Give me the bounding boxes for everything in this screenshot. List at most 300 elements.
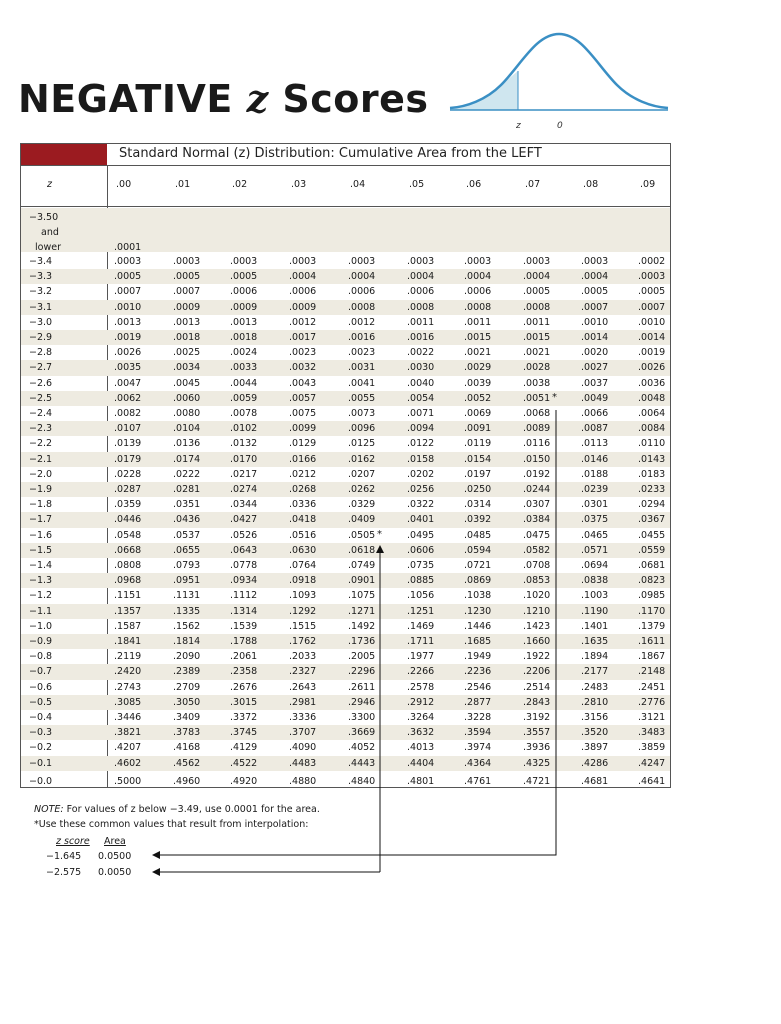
table-cell: .0035 [114, 362, 142, 374]
table-cell: .0322 [407, 499, 435, 511]
table-cell: .1788 [230, 636, 258, 647]
table-cell: .0485 [464, 529, 492, 541]
table-cell: .0007 [581, 301, 609, 313]
table-cell: .0009 [289, 301, 317, 313]
table-cell: .0003 [230, 256, 258, 267]
table-cell: .0049 [581, 392, 609, 404]
table-cell: .2810 [581, 696, 609, 708]
table-cell: .0012 [348, 316, 376, 328]
table-cell: .0026 [638, 362, 666, 374]
table-cell: .0016 [348, 332, 376, 343]
table-cell: .1151 [114, 590, 142, 602]
table-cell: .0025 [173, 347, 201, 359]
table-cell: .2266 [407, 666, 435, 678]
table-cell: .0037 [581, 377, 609, 389]
table-cell: .0239 [581, 484, 609, 495]
table-cell: .0010 [638, 316, 666, 328]
table-cell: .1401 [581, 620, 609, 632]
table-cell: .1271 [348, 605, 376, 617]
column-header: .01 [175, 179, 191, 190]
table-cell: .0244 [523, 484, 551, 495]
interp-header-area: Area [104, 836, 126, 847]
table-cell: .4364 [464, 757, 492, 769]
table-cell: .0002 [638, 256, 666, 267]
table-cell: .0559 [638, 544, 666, 556]
table-cell: .2451 [638, 681, 666, 693]
table-cell: .2420 [114, 666, 142, 678]
table-cell: .0668 [114, 544, 142, 556]
table-cell: .3821 [114, 727, 142, 739]
table-cell: .0003 [173, 256, 201, 267]
row-z-label: −2.2 [29, 438, 53, 450]
table-cell: .0329 [348, 499, 376, 511]
column-header: .03 [291, 179, 307, 190]
table-cell: .3192 [523, 712, 551, 723]
table-cell: .1335 [173, 605, 201, 617]
table-cell: .0183 [638, 468, 666, 480]
column-header: .09 [640, 179, 656, 190]
table-cell: .3409 [173, 712, 201, 723]
table-cell: .0078 [230, 408, 258, 419]
table-cell: .0606 [407, 544, 435, 556]
table-cell: .0006 [464, 286, 492, 298]
table-cell: .2709 [173, 681, 201, 693]
table-cell: .4920 [230, 775, 258, 787]
table-cell: .2327 [289, 666, 317, 678]
table-cell: .0007 [638, 301, 666, 313]
row-z-label: −2.0 [29, 468, 53, 480]
table-cell: .2236 [464, 666, 492, 678]
table-cell: .0084 [638, 423, 666, 435]
table-cell: .3936 [523, 742, 551, 754]
table-cell: .1131 [173, 590, 201, 602]
table-cell: .0004 [407, 271, 435, 283]
table-cell: .2177 [581, 666, 609, 678]
table-cell: .0014 [638, 332, 666, 343]
table-cell: .4207 [114, 742, 142, 754]
table-cell: .4483 [289, 757, 317, 769]
table-cell: .0197 [464, 468, 492, 480]
table-cell: .0026 [114, 347, 142, 359]
table-cell: .0618 [348, 544, 376, 556]
row-z-label: −3.4 [29, 256, 53, 267]
table-cell: .0643 [230, 544, 258, 556]
table-cell: .0735 [407, 560, 435, 571]
table-header-text: Standard Normal (z) Distribution: Cumulative Area from the LEFT [119, 146, 542, 161]
table-cell: .1587 [114, 620, 142, 632]
row-z-label: −2.9 [29, 332, 53, 343]
table-cell: .0869 [464, 575, 492, 587]
table-cell: .0019 [638, 347, 666, 359]
table-cell: .1446 [464, 620, 492, 632]
table-cell: .1894 [581, 651, 609, 663]
table-cell: .0256 [407, 484, 435, 495]
table-cell: .2005 [348, 651, 376, 663]
table-cell: .4404 [407, 757, 435, 769]
table-cell: .0351 [173, 499, 201, 511]
table-cell: .4522 [230, 757, 258, 769]
table-cell: .1020 [523, 590, 551, 602]
table-cell: .0571 [581, 544, 609, 556]
table-cell: .0003 [464, 256, 492, 267]
row-z-label: −3.3 [29, 271, 53, 283]
table-cell: .0015 [523, 332, 551, 343]
table-cell: .1814 [173, 636, 201, 647]
table-cell: .0455 [638, 529, 666, 541]
table-cell: .0222 [173, 468, 201, 480]
table-cell: .0401 [407, 514, 435, 526]
table-cell: .0021 [464, 347, 492, 359]
table-cell: .4443 [348, 757, 376, 769]
table-cell: .0708 [523, 560, 551, 571]
table-cell: .0004 [289, 271, 317, 283]
table-cell: .1711 [407, 636, 435, 647]
table-cell: .0116 [523, 438, 551, 450]
table-cell: .0132 [230, 438, 258, 450]
row-z-label: −0.3 [29, 727, 53, 739]
table-cell: .2981 [289, 696, 317, 708]
table-cell: .0287 [114, 484, 142, 495]
row-z-label: −2.1 [29, 453, 53, 465]
table-cell: .0526 [230, 529, 258, 541]
table-cell: .0004 [348, 271, 376, 283]
row-z-label: −0.2 [29, 742, 53, 754]
table-cell: .2148 [638, 666, 666, 678]
table-cell: .0004 [581, 271, 609, 283]
table-cell: .2776 [638, 696, 666, 708]
table-cell: .0314 [464, 499, 492, 511]
table-cell: .0262 [348, 484, 376, 495]
table-cell: .0212 [289, 468, 317, 480]
table-cell: .0192 [523, 468, 551, 480]
table-cell: .0013 [173, 316, 201, 328]
table-cell: .3707 [289, 727, 317, 739]
table-cell: .0721 [464, 560, 492, 571]
table-cell: .0102 [230, 423, 258, 435]
first-row-value: .0001 [114, 242, 142, 253]
table-cell: .1423 [523, 620, 551, 632]
row-z-label: −3.0 [29, 316, 53, 328]
table-cell: .0107 [114, 423, 142, 435]
table-cell: .0294 [638, 499, 666, 511]
table-cell: .0143 [638, 453, 666, 465]
table-cell: .2611 [348, 681, 376, 693]
column-header-z: z [47, 179, 52, 190]
table-cell: .3520 [581, 727, 609, 739]
table-cell: .0015 [464, 332, 492, 343]
table-cell: .4721 [523, 775, 551, 787]
table-cell: .0040 [407, 377, 435, 389]
table-cell: .0036 [638, 377, 666, 389]
table-cell: .1170 [638, 605, 666, 617]
table-cell: .1112 [230, 590, 258, 602]
table-cell: .4602 [114, 757, 142, 769]
row-z-label: −2.7 [29, 362, 53, 374]
table-cell: .4562 [173, 757, 201, 769]
table-cell: .0087 [581, 423, 609, 435]
table-cell: .0018 [230, 332, 258, 343]
table-cell: .0075 [289, 408, 317, 419]
first-row-z-label: −3.50 [29, 212, 59, 223]
table-cell: .4801 [407, 775, 435, 787]
table-cell: .0003 [407, 256, 435, 267]
table-cell: .0034 [173, 362, 201, 374]
interp-text: *Use these common values that result from interpolation: [34, 819, 309, 830]
table-cell: .0008 [348, 301, 376, 313]
table-cell: .3594 [464, 727, 492, 739]
table-cell: .0039 [464, 377, 492, 389]
table-cell: .3745 [230, 727, 258, 739]
table-cell: .1660 [523, 636, 551, 647]
table-cell: .0045 [173, 377, 201, 389]
table-cell: .3228 [464, 712, 492, 723]
table-cell: .0057 [289, 392, 317, 404]
table-cell: .1230 [464, 605, 492, 617]
table-cell: .0006 [407, 286, 435, 298]
table-cell: .0436 [173, 514, 201, 526]
table-cell: .0030 [407, 362, 435, 374]
table-cell: .0048 [638, 392, 666, 404]
row-z-label: −0.6 [29, 681, 53, 693]
column-header: .08 [583, 179, 599, 190]
star-mark: * [377, 528, 382, 540]
table-cell: .0059 [230, 392, 258, 404]
table-cell: .1762 [289, 636, 317, 647]
table-cell: .4960 [173, 775, 201, 787]
table-cell: .0060 [173, 392, 201, 404]
table-cell: .0681 [638, 560, 666, 571]
table-cell: .1292 [289, 605, 317, 617]
table-cell: .2514 [523, 681, 551, 693]
table-cell: .0778 [230, 560, 258, 571]
table-cell: .0019 [114, 332, 142, 343]
table-cell: .3336 [289, 712, 317, 723]
first-row-z-label: and [41, 227, 59, 238]
table-cell: .3156 [581, 712, 609, 723]
table-cell: .0548 [114, 529, 142, 541]
table-cell: .0749 [348, 560, 376, 571]
table-cell: .0808 [114, 560, 142, 571]
table-cell: .2090 [173, 651, 201, 663]
table-cell: .0064 [638, 408, 666, 419]
arrow-from-1645 [156, 410, 556, 855]
table-cell: .0655 [173, 544, 201, 556]
table-cell: .0014 [581, 332, 609, 343]
table-cell: .0694 [581, 560, 609, 571]
table-cell: .0007 [114, 286, 142, 298]
table-cell: .2483 [581, 681, 609, 693]
table-cell: .0069 [464, 408, 492, 419]
table-cell: .0764 [289, 560, 317, 571]
table-cell: .0013 [114, 316, 142, 328]
row-z-label: −1.0 [29, 620, 53, 632]
table-cell: .0033 [230, 362, 258, 374]
first-row-z-label: lower [35, 242, 61, 253]
curve-zero-label: 0 [557, 121, 563, 131]
table-cell: .2546 [464, 681, 492, 693]
table-cell: .0307 [523, 499, 551, 511]
table-cell: .1251 [407, 605, 435, 617]
row-z-label: −0.5 [29, 696, 53, 708]
table-cell: .3783 [173, 727, 201, 739]
table-cell: .0202 [407, 468, 435, 480]
row-z-label: −0.7 [29, 666, 53, 678]
row-z-label: −0.0 [29, 775, 53, 787]
table-cell: .5000 [114, 775, 142, 787]
table-cell: .4168 [173, 742, 201, 754]
table-cell: .4129 [230, 742, 258, 754]
table-cell: .0359 [114, 499, 142, 511]
table-cell: .0951 [173, 575, 201, 587]
table-cell: .4840 [348, 775, 376, 787]
row-z-label: −3.1 [29, 301, 53, 313]
table-cell: .1841 [114, 636, 142, 647]
table-cell: .1922 [523, 651, 551, 663]
row-z-label: −2.5 [29, 392, 53, 404]
table-cell: .0011 [407, 316, 435, 328]
table-cell: .2206 [523, 666, 551, 678]
table-cell: .0013 [230, 316, 258, 328]
table-cell: .1611 [638, 636, 666, 647]
table-cell: .1210 [523, 605, 551, 617]
table-cell: .3121 [638, 712, 666, 723]
table-cell: .0005 [523, 286, 551, 298]
table-cell: .0041 [348, 377, 376, 389]
table-cell: .0233 [638, 484, 666, 495]
interp-header-z: z score [56, 836, 90, 847]
table-cell: .0853 [523, 575, 551, 587]
table-cell: .1038 [464, 590, 492, 602]
table-cell: .3974 [464, 742, 492, 754]
table-cell: .0006 [289, 286, 317, 298]
table-cell: .4052 [348, 742, 376, 754]
table-cell: .0268 [289, 484, 317, 495]
table-cell: .0495 [407, 529, 435, 541]
table-cell: .0409 [348, 514, 376, 526]
table-cell: .1977 [407, 651, 435, 663]
table-cell: .3557 [523, 727, 551, 739]
table-cell: .0010 [581, 316, 609, 328]
table-cell: .0012 [289, 316, 317, 328]
row-z-label: −1.2 [29, 590, 53, 602]
column-header: .00 [116, 179, 132, 190]
table-cell: .4090 [289, 742, 317, 754]
table-cell: .0158 [407, 453, 435, 465]
table-cell: .0009 [230, 301, 258, 313]
table-cell: .0367 [638, 514, 666, 526]
table-cell: .0968 [114, 575, 142, 587]
row-z-label: −1.5 [29, 544, 53, 556]
table-cell: .0017 [289, 332, 317, 343]
table-cell: .0505 [348, 529, 376, 541]
table-cell: .0170 [230, 453, 258, 465]
table-cell: .1075 [348, 590, 376, 602]
table-cell: .0139 [114, 438, 142, 450]
column-header: .02 [232, 179, 248, 190]
interp-z-2: −2.575 [46, 867, 82, 878]
table-cell: .1539 [230, 620, 258, 632]
table-cell: .0418 [289, 514, 317, 526]
table-cell: .0029 [464, 362, 492, 374]
table-cell: .0044 [230, 377, 258, 389]
table-cell: .3300 [348, 712, 376, 723]
table-cell: .0162 [348, 453, 376, 465]
table-cell: .0010 [114, 301, 142, 313]
table-cell: .0901 [348, 575, 376, 587]
table-cell: .0150 [523, 453, 551, 465]
table-cell: .0080 [173, 408, 201, 419]
table-cell: .3015 [230, 696, 258, 708]
table-cell: .0099 [289, 423, 317, 435]
table-cell: .0003 [114, 256, 142, 267]
table-cell: .0055 [348, 392, 376, 404]
column-header: .05 [409, 179, 425, 190]
table-cell: .0008 [523, 301, 551, 313]
table-cell: .0154 [464, 453, 492, 465]
table-cell: .0024 [230, 347, 258, 359]
table-cell: .0885 [407, 575, 435, 587]
table-cell: .0005 [230, 271, 258, 283]
row-z-label: −2.3 [29, 423, 53, 435]
row-z-label: −1.7 [29, 514, 53, 526]
table-cell: .1314 [230, 605, 258, 617]
table-cell: .0071 [407, 408, 435, 419]
row-z-label: −0.9 [29, 636, 53, 647]
table-cell: .3372 [230, 712, 258, 723]
row-z-label: −1.1 [29, 605, 53, 617]
table-cell: .2578 [407, 681, 435, 693]
table-cell: .3632 [407, 727, 435, 739]
row-z-label: −0.1 [29, 757, 53, 769]
table-cell: .0228 [114, 468, 142, 480]
row-z-label: −1.9 [29, 484, 53, 495]
table-cell: .0062 [114, 392, 142, 404]
row-z-label: −2.4 [29, 408, 53, 419]
table-cell: .1093 [289, 590, 317, 602]
title-suffix: Scores [282, 77, 429, 121]
table-cell: .0918 [289, 575, 317, 587]
table-cell: .2912 [407, 696, 435, 708]
table-cell: .0007 [173, 286, 201, 298]
table-cell: .0089 [523, 423, 551, 435]
column-header: .06 [466, 179, 482, 190]
table-cell: .0427 [230, 514, 258, 526]
column-header: .07 [525, 179, 541, 190]
table-cell: .0582 [523, 544, 551, 556]
table-cell: .1635 [581, 636, 609, 647]
title-prefix: NEGATIVE [18, 77, 233, 121]
table-cell: .0008 [407, 301, 435, 313]
table-cell: .2033 [289, 651, 317, 663]
table-cell: .1357 [114, 605, 142, 617]
table-cell: .4325 [523, 757, 551, 769]
table-cell: .3483 [638, 727, 666, 739]
table-cell: .2946 [348, 696, 376, 708]
table-cell: .0207 [348, 468, 376, 480]
table-cell: .0281 [173, 484, 201, 495]
interp-area-2: 0.0050 [98, 867, 132, 878]
table-cell: .0179 [114, 453, 142, 465]
table-cell: .0027 [581, 362, 609, 374]
table-cell: .4247 [638, 757, 666, 769]
table-cell: .0630 [289, 544, 317, 556]
table-cell: .0023 [289, 347, 317, 359]
table-cell: .2877 [464, 696, 492, 708]
table-cell: .1736 [348, 636, 376, 647]
table-cell: .1685 [464, 636, 492, 647]
table-cell: .1562 [173, 620, 201, 632]
table-cell: .0005 [581, 286, 609, 298]
